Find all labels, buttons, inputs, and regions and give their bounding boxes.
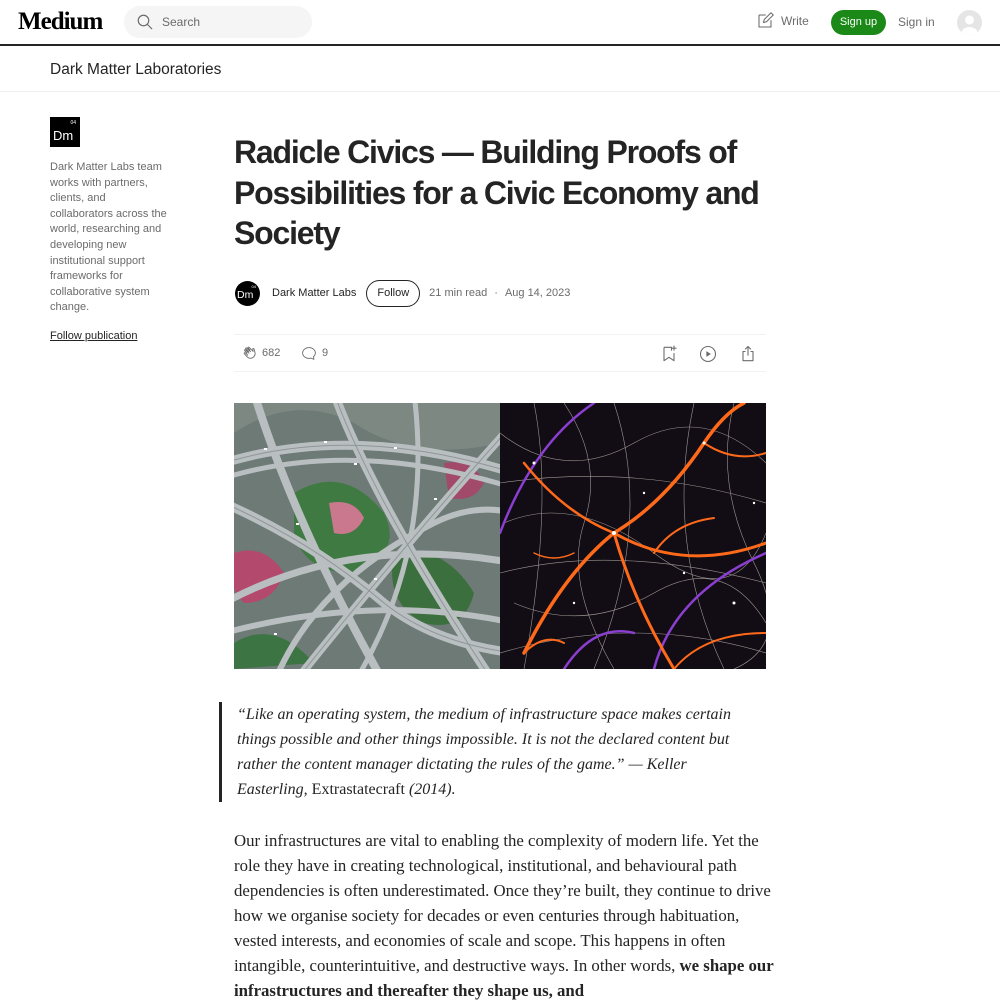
comment-icon <box>300 344 318 362</box>
highway-aerial-photo <box>234 403 514 669</box>
bookmark-icon <box>659 344 679 364</box>
publication-logo[interactable] <box>50 117 80 147</box>
share-icon <box>738 344 758 364</box>
paragraph-text: Our infrastructures are vital to enabling the complexity of modern life. Yet the role they have in creating technological, institutional, and behavioural path dependencies is often underestimated. Once they’re built, they continue to drive how we organise society for decades or even centuries through habituation, vested interests, and economies of scale and scope. This happens in often intangible, counterintuitive, and destructive ways. In other words, <box>234 831 771 975</box>
write-button[interactable] <box>756 12 809 30</box>
search-box[interactable] <box>124 6 312 38</box>
author-name[interactable]: Dark Matter Labs <box>272 287 357 299</box>
article-meta <box>235 279 767 307</box>
paragraph-bold-text: we shape our infrastructures and thereafter they shape us, and <box>234 956 774 1000</box>
publication-logo-sup: 04 <box>70 120 76 126</box>
author-avatar-text: Dm <box>237 288 254 301</box>
author-avatar[interactable] <box>235 281 260 306</box>
share-button[interactable] <box>738 344 758 364</box>
article-title: Radicle Civics — Building Proofs of Possibilities for a Civic Economy and Society <box>234 134 759 251</box>
user-avatar[interactable] <box>957 10 982 35</box>
article-paragraph <box>234 828 774 1003</box>
quote-year: (2014). <box>404 781 456 798</box>
follow-publication-link[interactable]: Follow publication <box>50 329 138 342</box>
publication-sidebar <box>50 117 170 344</box>
publication-name[interactable]: Dark Matter Laboratories <box>50 61 222 78</box>
publication-header <box>0 48 1000 92</box>
article-blockquote <box>219 702 759 802</box>
hero-image <box>234 403 766 669</box>
response-count: 9 <box>322 347 329 359</box>
article-action-bar <box>234 334 766 372</box>
publication-logo-text: Dm <box>53 128 74 143</box>
publish-date: Aug 14, 2023 <box>504 287 571 299</box>
clap-count: 682 <box>262 347 281 359</box>
clap-icon <box>241 344 259 362</box>
medium-logo[interactable]: Medium <box>18 8 103 35</box>
publication-description: Dark Matter Labs team works with partners, clients, and collaborators across the world, researching and developing new institutional support frameworks for collaborative system change. <box>50 161 167 314</box>
quote-text: “Like an operating system, the medium of infrastructure space makes certain things possible and other things impossible. It is not the declared content but rather the content manager dictating the rules of the game.” — Keller Easterling, <box>237 706 731 798</box>
read-time: 21 min read <box>429 287 488 299</box>
avatar-placeholder-icon <box>957 10 982 35</box>
play-icon <box>698 344 718 364</box>
search-input[interactable] <box>162 6 302 38</box>
neural-network-illustration <box>500 403 766 669</box>
top-navigation-bar <box>0 0 1000 46</box>
meta-separator: · <box>494 287 498 299</box>
clap-button[interactable] <box>241 344 280 362</box>
responses-button[interactable] <box>300 344 328 362</box>
listen-button[interactable] <box>698 344 718 364</box>
author-avatar-sup: 04 <box>251 283 256 289</box>
search-icon <box>136 13 154 31</box>
sign-up-button[interactable]: Sign up <box>831 10 886 35</box>
follow-author-button[interactable]: Follow <box>366 280 420 307</box>
save-button[interactable] <box>659 344 679 364</box>
quote-book-title: Extrastatecraft <box>311 781 405 798</box>
sign-in-link[interactable]: Sign in <box>898 15 935 29</box>
write-icon <box>756 12 774 30</box>
write-label: Write <box>781 14 809 28</box>
